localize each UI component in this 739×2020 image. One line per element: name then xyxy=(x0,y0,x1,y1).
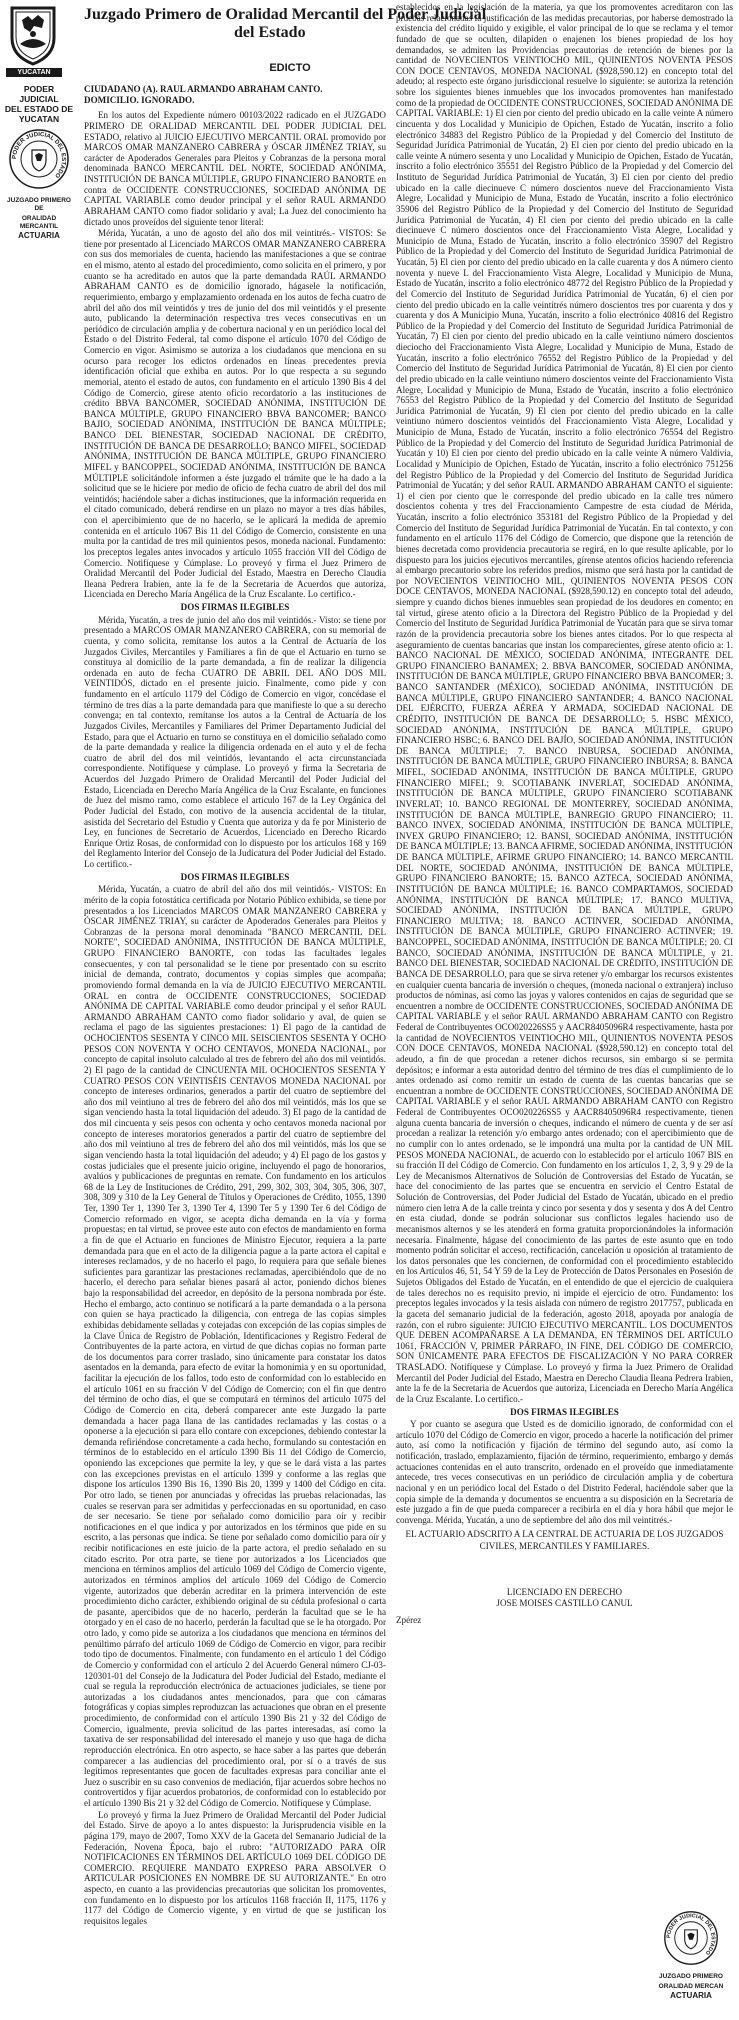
order-2022-06-03: Mérida, Yucatán, a tres de junio del año dos mil veintidós.- Visto: se tiene por presentado a MARCOS OMAR MANZANERO CABRERA, con su memorial de cuenta, y como solicita, remítanse los autos a la Central de Actuaría de los Juzgados Civiles, Mercantiles y Familiares a fin de que el Actuario en turno se constituya al domicilio de la parte demandada, a fin de realizar la diligencia ordenada en auto de fecha CUATRO DE ABRIL DEL AÑO DOS MIL VEINTIDÓS, dictado en el presente juicio. Finalmente, como pide y con fundamento en el artículo 1179 del Código de Comercio en vigor, concédase el término de tres días a la parte demandada para que manifieste lo que a su derecho convenga; en tal contexto, remítanse los autos a la Central de Actuaría de los Juzgados Civiles, Mercantiles y Familiares del Primer Departamento Judicial del Estado, para que el Actuario en turno se constituya en el domicilio señalado como de la parte demandada y realice la diligencia ordenada en el auto y el de fecha cuatro de abril del dos mil veintidós, levantando el acta circunstanciada correspondiente. Notifíquese y cúmplase. Lo proveyó y firma la Secretaria de Acuerdos del Juzgado Primero de Oralidad Mercantil del Poder Judicial del Estado, Licenciada en Derecho María Angélica de la Cruz Escalante, en funciones de Juez del mismo ramo, como establece el artículo 167 de la Ley Orgánica del Poder Judicial del Estado, con motivo de la ausencia accidental de la titular, asistida del Secretario del Estudio y Cuenta que autoriza y da fe por Ministerio de Ley, en funciones de Secretario de Acuerdos, Licenciado en Derecho Ricardo Enrique Ortiz Rosas, de conformidad con lo dispuesto por los artículos 168 y 169 del Reglamento Interior del Consejo de la Judicatura del Poder Judicial del Estado. Lo certifico.- xyxy=(84,614,386,869)
court-title-line2: del Estado xyxy=(234,24,306,41)
seal-caption-line1: JUZGADO PRIMERO xyxy=(659,1973,723,1980)
document-type: EDICTO xyxy=(269,62,311,74)
right-text-column xyxy=(396,2,733,2020)
margin-stamp xyxy=(4,84,74,240)
initials: Zpérez xyxy=(396,1614,422,1625)
shield-caption: YUCATAN xyxy=(6,68,62,77)
margin-label-line3: YUCATAN xyxy=(18,114,60,124)
closing-line-1: EL ACTUARIO ADSCRITO A LA CENTRAL DE ACTUARIA DE LOS JUZGADOS xyxy=(405,1529,724,1540)
signature-note-2: DOS FIRMAS ILEGIBLES xyxy=(180,871,290,882)
addressee-domicile: DOMICILIO. IGNORADO. xyxy=(84,94,195,105)
closing-line-2: CIVILES, MERCANTILES Y FAMILIARES. xyxy=(479,1541,650,1551)
intro-paragraph: En los autos del Expediente número 00103/2022 radicado en el JUZGADO PRIMERO DE ORALIDAD MERCANTIL DEL PODER JUDICIAL DEL ESTADO, relativo al JUICIO EJECUTIVO MERCANTIL ORAL promovido por MARCOS OMAR MANZANERO CABRERA y ÓSCAR JIMÉNEZ TRIAY, su carácter de Apoderados Generales para Pleitos y Cobranzas de la persona moral denominada BANCO MERCANTIL DEL NORTE, SOCIEDAD ANÓNIMA, INSTITUCIÓN DE BANCA MÚLTIPLE, GRUPO FINANCIERO BANORTE en contra de OCCIDENTE CONSTRUCCIONES, SOCIEDAD ANÓNIMA DE CAPITAL VARIABLE como deudor principal y el señor RAUL ARMANDO ABRAHAM CANTO como fiador solidario y aval; La Juez del conocimiento ha dictado unos proveídos del siguiente tenor literal: xyxy=(84,110,386,227)
seal-caption-line3: ACTUARIA xyxy=(670,1991,712,2000)
left-text-column xyxy=(84,84,386,2020)
court-seal-icon xyxy=(8,128,70,190)
signature-note-3: DOS FIRMAS ILEGIBLES xyxy=(510,1406,619,1417)
signature-space xyxy=(396,1553,733,1587)
signer-title: LICENCIADO EN DERECHO xyxy=(506,1586,623,1597)
order-2022-04-04-continued: Lo proveyó y firma la Juez Primero de Oralidad Mercantil del Poder Judicial del Estado. Sirve de apoyo a lo antes dispuesto: la Jurisprudencia visible en la página 179, mayo de 2007, Tomo XXV de la Gaceta del Semanario Judicial de la Federación, Novena Época, bajo el rubro: "AUTORIZADO PARA OÍR NOTIFICACIONES EN TÉRMINOS DEL ARTÍCULO 1069 DEL CÓDIGO DE COMERCIO. REQUIERE MANDATO EXPRESO PARA ABSOLVER O ARTICULAR POSICIONES EN NOMBRE DE SU AUTORIZANTE." En otro aspecto, en cuanto a las providencias precautorias que solicitan los promoventes, con fundamento en lo dispuesto por los artículos 1168 fracción II, 1175, 1176 y 1177 del Código de Comercio vigente, y en virtud de que se justifican los requisitos legales xyxy=(84,1809,386,1926)
seal-caption-line2: ORALIDAD MERCAN xyxy=(658,1983,724,1990)
seal-ring-text: PODER JUDICIAL DEL ESTADO xyxy=(666,1913,716,1956)
signature-note-1: DOS FIRMAS ILEGIBLES xyxy=(180,602,290,612)
seal-caption-line3: ACTUARIA xyxy=(18,231,60,240)
order-2022-04-04: Mérida, Yucatán, a cuatro de abril del año dos mil veintidós.- VISTOS: En mérito de la copia fotostática certificada por Notario Público exhibida, se tiene por presentados a los Licenciados MARCOS OMAR MANZANERO CABRERA y ÓSCAR JIMÉNEZ TRIAY, su carácter de Apoderados Generales para Pleitos y Cobranzas de la persona moral denominada "BANCO MERCANTIL DEL NORTE", SOCIEDAD ANÓNIMA, INSTITUCIÓN DE BANCA MÚLTIPLE, GRUPO FINANCIERO BANORTE, con todas las facultades legales consecuentes, y con tal personalidad se le tiene por presentado con su escrito inicial de demanda, contrato, documentos y copias simples que acompaña; promoviendo formal demanda en la vía de JUICIO EJECUTIVO MERCANTIL ORAL en contra de OCCIDENTE CONSTRUCCIONES, SOCIEDAD ANÓNIMA DE CAPITAL VARIABLE como deudor principal y el señor RAUL ARMANDO ABRAHAM CANTO como fiador solidario y aval, de quien se reclama el pago de las siguientes prestaciones: 1) El pago de la cantidad de OCHOCIENTOS SESENTA Y CINCO MIL SEISCIENTOS SESENTA Y OCHO PESOS CON NOVENTA Y OCHO CENTAVOS, MONEDA NACIONAL, por concepto de capital insoluto calculado al tres de febrero del año dos mil veintidós. 2) El pago de la cantidad de CINCUENTA MIL OCHOCIENTOS SESENTA Y CUATRO PESOS CON VEINTISÉIS CENTAVOS MONEDA NACIONAL por concepto de intereses ordinarios, generados a partir del cuatro de septiembre del año dos mil veintiuno al tres de febrero del año dos mil veintidós, más los que se sigan venciendo hasta la total liquidación del adeudo. 3) El pago de la cantidad de dos mil cincuenta y seis pesos con ochenta y ocho centavos moneda nacional por concepto de intereses moratorios generados a partir del cuatro de septiembre del año dos mil veintiuno al tres de febrero del año dos mil veintidós, más los que se sigan venciendo hasta la total liquidación del adeudo; y 4) El pago de los gastos y costas judiciales que el presente juicio origine, incluyendo el pago de honorarios, avalúos y publicaciones de preguntas en remate. Con fundamento en los artículos 68 de la Ley de Instituciones de Crédito, 291, 299, 302, 303, 304, 305, 306, 307, 308, 309 y 310 de la Ley General de Títulos y Operaciones de Crédito, 1055, 1390 Ter, 1390 Ter 1, 1390 Ter 3, 1390 Ter 4, 1390 Ter 5 y 1390 Ter 6 del Código de Comercio reformado en vigor, se acepta dicha demanda en la vía y forma propuestas; en tal virtud, se provee este auto con efectos de mandamiento en forma a fin de que el Actuario en funciones de Ministro Ejecutor, requiera a la parte demandada para que en el acto de la diligencia pague a la parte actora el capital e intereses reclamados, y de no hacerlo el pago, lo requiera para que señale bienes suficientes para garantizar las prestaciones reclamadas, apercibiéndolo que de no hacerlo, el derecho para señalar bienes pasará al actor, poniendo dichos bienes bajo la responsabilidad del acreedor, en depósito de la persona nombrada por éste. Hecho el embargo, acto continuo se notificará a la parte demandada o a la persona con quien se haya practicado la diligencia, con entrega de las copias simples exhibidas debidamente selladas y cotejadas con excepción de las copias simples de la Clave Única de Registro de Población, Identificaciones y Registro Federal de Contribuyentes de la parte actora, en virtud de que dichas copias no forman parte de los documentos para correr traslado, sino únicamente para constatar los datos asentados en la demanda, para efecto de evitar la homonimia y en su oportunidad, facilitar la ejecución de los fallos, todo esto de conformidad con lo establecido en el artículo 1061 en su fracción V del Código de Comercio; con el fin que dentro del término de ocho días, el que se computará en términos del artículo 1075 del Código de Comercio en cita, deberá comparecer ante este Juzgado la parte demandada a hacer paga llana de las cantidades reclamadas y las costas o a oponerse a la ejecución si para ello contare con excepciones, debiendo contestar la demanda refiriéndose concretamente a cada hecho, formulando su contestación en términos de lo establecido en el artículo 1390 Bis 11 del Código de Comercio, oponiendo las excepciones que permite la ley, y que se le dará vista a las partes con las excepciones previstas en el artículo 1399 y conforme a las reglas que dispone los artículos 1390 Bis 16, 1390 Bis 20, 1399 y 1400 del Código en cita. Por otro lado, se tienen por anunciadas y ofrecidas las pruebas relacionadas, las cuales se reservan para ser admitidas y perfeccionadas en su oportunidad, en caso de ser necesario. Se tiene por señalado como domicilio para oír y recibir notificaciones en el que indica y por autorizados en los términos que pide en su escrito, a las personas que indica. Se tiene por señalado como domicilio para oír y recibir notificaciones en este juicio de la parte actora, el predio señalado en su citado escrito. Por otra parte, se tiene por autorizados a los Licenciados que menciona en términos amplios del artículo 1069 del Código de Comercio vigente, autorizados en términos amplios del artículo 1069 del Código de Comercio vigente, autorizados que deberán acreditar en la primera intervención de este procedimiento dicho carácter, exhibiendo original de su cédula profesional o carta de pasante, apercibidos que de no hacerlo, perderán la facultad que se le ha otorgado y en el caso de no hacerlo, perderán la facultad que se le ha otorgado. Por otro lado, y como pide se autoriza a los ciudadanos que menciona en términos del penúltimo párrafo del artículo 1069 de Código de Comercio en vigor, para recibir todo tipo de documentos. Finalmente, con fundamento en el artículo 1 del Código de Comercio y conformidad con el artículo 2 del Acuerdo General número CJ-03-120301-01 del Consejo de la Judicatura del Poder Judicial del Estado, mediante el cual se regula la reproducción electrónica de actuaciones judiciales, se tiene por autorizadas a los ciudadanos antes mencionados, para que con cámaras fotográficas y copias simples reproduzcan las actuaciones que obran en el presente procedimiento, de conformidad con el artículo 1390 Bis 21 y 32 del Código de Comercio, igualmente, previa solicitud de las partes interesadas, así como la taxativa de ser responsabilidad del interesado el manejo y uso que haga de dicha reproducción electrónica. En otro aspecto, se hace saber a las partes que deberán comparecer a las audiencias del procedimiento oral, por sí o a través de sus legítimos representantes que gocen de facultades expresas para conciliar ante el Juez o suscribir en su caso convenios de mediación, fijar acuerdos sobre hechos no controvertidos y fijar acuerdos probatorios, de conformidad con lo establecido por el artículo 1390 Bis 21 y 32 del Código de Comercio. Notifíquese y Cúmplase. xyxy=(84,884,386,1808)
notification-paragraph: Y por cuanto se asegura que Usted es de domicilio ignorado, de conformidad con el artículo 1070 del Código de Comercio en vigor, procedo a hacerle la notificación del primer auto, así como la notificación y fijación de término del segundo auto, así como la notificación, traslado, emplazamiento, fijación de término, requerimiento, embargo y demás actuaciones contenidas en el auto transcrito, ordenado en el proveído que inmediatamente antecede, tres veces consecutivas en un periódico de circulación amplia y de cobertura nacional y en un periódico local del Estado o del Distrito Federal, haciéndole saber que la copia simple de la demanda y documentos se encuentra a su disposición en la Secretaría de este juzgado a fin de que pueda comparecer a recibirla en el día y hora hábil que mejor le convenga. Mérida, Yucatán, a uno de septiembre del año dos mil veintitrés.- xyxy=(396,1419,733,1525)
seal-caption-line2: ORALIDAD MERCANTIL xyxy=(19,215,59,230)
precautionary-measures-paragraph: establecidos en la legislación de la materia, ya que los promoventes acreditaron con las pruebas relacionadas la justificación de las medidas precautorias, por haberse demostrado la existencia del crédito líquido y exigible, el valor principal de lo que se reclama y el temor fundado de que se oculten, dilapiden o enajenen los bienes propiedad de los hoy demandados, se admiten las Providencias precautorias de retención de bienes por la cantidad de NOVECIENTOS VEINTIOCHO MIL, QUINIENTOS NOVENTA PESOS CON DOCE CENTAVOS, MONEDA NACIONAL ($928,590.12) en concepto total del adeudo; al respecto este órgano jurisdiccional resuelve lo siguiente: se autoriza la retención sobre los siguientes bienes inmuebles que los invocados promoventes han manifestado como de la propiedad de OCCIDENTE CONSTRUCCIONES, SOCIEDAD ANÓNIMA DE CAPITAL VARIABLE: 1) El cien por ciento del predio ubicado en la calle veinte A número cincuenta y dos Localidad y Municipio de Opichen, Estado de Yucatán, inscrito a folio electrónico 34883 del Registro Público de la Propiedad y del Comercio del Instituto de Seguridad Jurídica Patrimonial de Yucatán, 2) El cien por ciento del predio ubicado en la calle veinte A número sesenta y uno Localidad y Municipio de Opichen, Estado de Yucatán, inscrito a folio electrónico 35551 del Registro Público de la Propiedad y del Comercio del Instituto de Seguridad Jurídica Patrimonial de Yucatán, 3) El cien por ciento del predio ubicado en la calle diecinueve C número doscientos nueve del Fraccionamiento Vista Alegre, Localidad y Municipio de Muna, Estado de Yucatán, inscrito a folio electrónico 35906 del Registro Público de la Propiedad y del Comercio del Instituto de Seguridad Jurídica Patrimonial de Yucatán, 4) El cien por ciento del predio ubicado en la calle diecinueve C número doscientos once del Fraccionamiento Vista Alegre, Localidad y Municipio de Muna, Estado de Yucatán, inscrito a folio electrónico 35907 del Registro Público de la Propiedad y del Comercio del Instituto de Seguridad Jurídica Patrimonial de Yucatán, 5) El cien por ciento del predio ubicado en la calle cuarenta y dos A número ciento noventa y nueve L del Fraccionamiento Vista Alegre, Localidad y Municipio de Muna, Estado de Yucatán, inscrito a folio electrónico 48772 del Registro Público de la Propiedad y del Comercio del Instituto de Seguridad Jurídica Patrimonial de Yucatán, 6) el cien por ciento del predio ubicado en la calle veintitrés número doscientos tres por cuarenta y dos y cuarenta y dos A Municipio Muna, Yucatán, inscrito a folio electrónico 40816 del Registro Público de la Propiedad y del Comercio del Instituto de Seguridad Jurídica Patrimonial de Yucatán, 7) El cien por ciento del predio ubicado en la calle veintiuno número doscientos dieciocho del Fraccionamiento Vista Alegre, Localidad y Municipio de Muna, Estado de Yucatán, inscrito a folio electrónico 76552 del Registro Público de la Propiedad y del Comercio del Instituto de Seguridad Jurídica Patrimonial de Yucatán, 8) El cien por ciento del predio ubicado en la calle veintiuno número doscientos veinte del Fraccionamiento Vista Alegre, Localidad y Municipio de Muna, Estado de Yucatán, inscrito a folio electrónico 76553 del Registro Público de la Propiedad y del Comercio del Instituto de Seguridad Jurídica Patrimonial de Yucatán, 9) El cien por ciento del predio ubicado en la calle veintiuno número doscientos veintidós del Fraccionamiento Vista Alegre, Localidad y Municipio de Muna, Estado de Yucatán, inscrito a folio electrónico 76554 del Registro Público de la Propiedad y del Comercio del Instituto de Seguridad Jurídica Patrimonial de Yucatán y 10) El cien por ciento del predio ubicado en la calle veinte A número Valdivia, Localidad y Municipio de Opichen, Estado de Yucatán, inscrito a folio electrónico 751256 del Registro Público de la Propiedad y del Comercio del Instituto de Seguridad Jurídica Patrimonial de Yucatán; y del señor RAUL ARMANDO ABRAHAM CANTO el siguiente: 1) el cien por ciento que le corresponde del predio ubicado en la calle tres número doscientos cohenta y tres del Fraccionamiento Campestre de esta ciudad de Mérida, Yucatán, inscrito a folio electrónico 353181 del Registro Público de la Propiedad y del Comercio del Instituto de Seguridad Jurídica Patrimonial de Yucatán. En tal contexto, y con fundamento en el artículo 1176 del Código de Comercio, que dispone que la retención de bienes decretada como providencia precautoria se regirá, en lo que resulte aplicable, por lo dispuesto para los juicios ejecutivos mercantiles, gírense atentos oficios haciendo referencia al embargo precautorio sobre los referidos predios, mismo que será hasta por la cantidad de por NOVECIENTOS VEINTIOCHO MIL, QUINIENTOS NOVENTA PESOS CON DOCE CENTAVOS, MONEDA NACIONAL ($928,590.12) en concepto total del adeudo, siempre y cuando dichos bienes inmuebles sean propiedad de los deudores en comento; en tal virtud, gírese atento oficio a la Directora del Registro Público de la Propiedad y del Comercio del Instituto de Seguridad Jurídica Patrimonial de Yucatán para que se sirva tomar razón de la providencia precautoria sobre los bienes antes citados. Por lo que respecta al aseguramiento de cuentas bancarias que instan los comparecientes, gírese atento oficio a: 1. BANCO NACIONAL DE MÉXICO, SOCIEDAD ANÓNIMA, INTEGRANTE DEL GRUPO FINANCIERO BANAMEX; 2. BBVA BANCOMER, SOCIEDAD ANÓNIMA, INSTITUCIÓN DE BANCA MÚLTIPLE, GRUPO FINANCIERO BBVA BANCOMER; 3. BANCO SANTANDER (MÉXICO), SOCIEDAD ANÓNIMA, INSTITUCIÓN DE BANCA MÚLTIPLE, GRUPO FINANCIERO SANTANDER; 4. BANCO NACIONAL DEL EJÉRCITO, FUERZA AÉREA Y ARMADA, SOCIEDAD NACIONAL DE CRÉDITO, INSTITUCIÓN DE BANCA DE DESARROLLO; 5. HSBC MÉXICO, SOCIEDAD ANÓNIMA, INSTITUCIÓN DE BANCA MÚLTIPLE, GRUPO FINANCIERO HSBC; 6. BANCO DEL BAJÍO, SOCIEDAD ANÓNIMA, INSTITUCIÓN DE BANCA MÚLTIPLE; 7. BANCO INBURSA, SOCIEDAD ANÓNIMA, INSTITUCIÓN DE BANCA MÚLTIPLE, GRUPO FINANCIERO INBURSA; 8. BANCA MIFEL, SOCIEDAD ANÓNIMA, INSTITUCIÓN DE BANCA MÚLTIPLE, GRUPO FINANCIERO MIFEL; 9. SCOTIABANK INVERLAT, SOCIEDAD ANÓNIMA, INSTITUCIÓN DE BANCA MÚLTIPLE, GRUPO FINANCIERO SCOTIABANK INVERLAT; 10. BANCO REGIONAL DE MONTERREY, SOCIEDAD ANÓNIMA, INSTITUCIÓN DE BANCA MÚLTIPLE, BANREGIO GRUPO FINANCIERO; 11. BANCO INVEX, SOCIEDAD ANÓNIMA, INSTITUCIÓN DE BANCA MÚLTIPLE, INVEX GRUPO FINANCIERO; 12. BANSI, SOCIEDAD ANÓNIMA, INSTITUCIÓN DE BANCA MÚLTIPLE; 13. BANCA AFIRME, SOCIEDAD ANÓNIMA, INSTITUCIÓN DE BANCA MÚLTIPLE, AFIRME GRUPO FINANCIERO; 14. BANCO MERCANTIL DEL NORTE, SOCIEDAD ANÓNIMA, INSTITUCIÓN DE BANCA MÚLTIPLE, GRUPO FINANCIERO BANORTE; 15. BANCO AZTECA, SOCIEDAD ANÓNIMA, INSTITUCIÓN DE BANCA MÚLTIPLE; 16. BANCO COMPARTAMOS, SOCIEDAD ANÓNIMA, INSTITUCIÓN DE BANCA MÚLTIPLE; 17. BANCO MULTIVA, SOCIEDAD ANÓNIMA, INSTITUCIÓN DE BANCA MÚLTIPLE, GRUPO FINANCIERO MULTIVA; 18. BANCO ACTINVER, SOCIEDAD ANÓNIMA, INSTITUCIÓN DE BANCA MÚLTIPLE, GRUPO FINANCIERO ACTINVER; 19. BANCOPPEL, SOCIEDAD ANÓNIMA, INSTITUCIÓN DE BANCA MÚLTIPLE; 20. CI BANCO, SOCIEDAD ANÓNIMA, INSTITUCIÓN DE BANCA MÚLTIPLE, y 21. BANCO DEL BIENESTAR, SOCIEDAD NACIONAL DE CRÉDITO, INSTITUCIÓN DE BANCA DE DESARROLLO, para que se sirva retener y/o embargar los recursos existentes en cualquier cuenta bancaria de inversión o cheques, (moneda nacional o extranjera) incluso productos de nóminas, así como las joyas y valores contenidos en cajas de seguridad que se encuentren a nombre de OCCIDENTE CONSTRUCCIONES, SOCIEDAD ANÓNIMA DE CAPITAL VARIABLE y el señor RAUL ARMANDO ABRAHAM CANTO con Registro Federal de Contribuyentes OCO020226SS5 y AACR8405096R4 respectivamente, hasta por la cantidad de NOVECIENTOS VEINTIOCHO MIL, QUINIENTOS NOVENTA PESOS CON DOCE CENTAVOS, MONEDA NACIONAL ($928,590.12) en concepto total del adeudo, a fin de que procedan a retener dichos recursos, sin embargo si se permita depósitos; e informar a esta autoridad dentro del término de tres días el cumplimiento de lo antes ordenado así como remitir un estado de cuenta de las cuentas bancarias que se encuentran a nombre de OCCIDENTE CONSTRUCCIONES, SOCIEDAD ANÓNIMA DE CAPITAL VARIABLE y el señor RAUL ARMANDO ABRAHAM CANTO con Registro Federal de Contribuyentes OCO020226SS5 y AACR8405096R4 respectivamente, tienen alguna cuenta bancaria de inversión o cheques, indicando el número de cuenta y de ser así procedan a realizar la retención y/o embargo antes ordenado; con el apercibimiento que de no cumplir con lo antes ordenado, se le impondrá una multa por la cantidad de UN MIL PESOS MONEDA NACIONAL, de acuerdo con lo establecido por el artículo 1067 BIS en su fracción II del Código de Comercio. Con fundamento en los artículos 1, 2, 3, 9 y 29 de la Ley de Mecanismos Alternativos de Solución de Controversias del Estado de Yucatán, se hace del conocimiento de las partes que se encuentra en servicio el Centro Estatal de Solución de Controversias, del Poder Judicial del Estado de Yucatán, ubicado en el predio número cien letra A de la calle treinta y cinco por sesenta y dos y sesenta y dos A del Centro en esta ciudad, donde se podrán solucionar sus conflictos legales haciendo uso de mecanismos alternos y se les atenderá en forma gratuita proporcionándoles la información necesaria. Finalmente, hágase del conocimiento de las partes de este asunto que en todo momento podrán solicitar el acceso, rectificación, cancelación u oposición al tratamiento de los datos personales que les conciernen, de conformidad con el procedimiento establecido en los Artículos 46, 51, 54 Y 59 de la Ley de Protección de Datos Personales en Posesión de Sujetos Obligados del Estado de Yucatán, en el entendido de que el ejercicio de cualquiera de tales derechos no es requisito previo, ni impide el ejercicio de otro. Fundamento: los preceptos legales invocados y la tesis aislada con número de registro 2017757, publicada en la gaceta del semanario judicial de la federación, agosto 2018, apoyada por analogía de razón, con el rubro siguiente: JUICIO EJECUTIVO MERCANTIL. LOS DOCUMENTOS QUE DEBEN ACOMPAÑARSE A LA DEMANDA, EN TÉRMINOS DEL ARTÍCULO 1061, FRACCIÓN V, PRIMER PÁRRAFO, IN FINE, DEL CÓDIGO DE COMERCIO, SON ÚNICAMENTE PARA EFECTOS DE FISCALIZACIÓN Y NO PARA CORRER TRASLADO. Notifíquese y Cúmplase. Lo proveyó y firma la Juez Primero de Oralidad Mercantil del Poder Judicial del Estado, Maestra en Derecho Claudia Ileana Pedrera Irabien, ante la fe de la Secretaria de Acuerdos que autoriza, Licenciada en Derecho María Angélica de la Cruz Escalante. Lo certifico.- xyxy=(396,2,733,1404)
state-shield-icon xyxy=(8,4,58,66)
bottom-stamp xyxy=(648,1906,734,2000)
margin-label-line1: PODER JUDICIAL xyxy=(19,84,59,104)
court-seal-icon xyxy=(663,1910,719,1966)
addressee-name: CIUDADANO (A). RAUL ARMANDO ABRAHAM CANTO. xyxy=(84,84,323,94)
seal-caption-line1: JUZGADO PRIMERO DE xyxy=(7,197,71,212)
margin-label-line2: DEL ESTADO DE xyxy=(4,104,74,114)
order-2023-08-01: Mérida, Yucatán, a uno de agosto del año dos mil veintitrés.- VISTOS: Se tiene por presentado al Licenciado MARCOS OMAR MANZANERO CABRERA con sus dos memoriales de cuenta, haciendo las manifestaciones a que se contrae en el mismo, atento al estado del procedimiento, como solicita en el primero, y por cuanto se ha acreditado en autos que la parte demandada RAÚL ARMANDO ABRAHAM CANTO es de domicilio ignorado, hágasele la notificación, requerimiento, embargo y emplazamiento ordenada en los autos de fecha cuatro de abril del año dos mil veintidós y tres de junio del dos mil veintidós y el presente auto, publicando la determinación respectiva tres veces consecutivas en un periódico de circulación amplia y de cobertura nacional y en un periódico local del Estado o del Distrito Federal, tal como dispone el artículo 1070 del Código de Comercio en vigor. Asimismo se autoriza a los ciudadanos que menciona en su ocurso para recoger los edictos ordenados en líneas precedentes previa identificación oficial que exhiba en autos. Por lo que respecta a su segundo memorial, atento el estado de autos, con fundamento en el artículo 1390 Bis 4 del Código de Comercio, gírese atento oficio recordatorio a las instituciones de crédito BBVA BANCOMER, SOCIEDAD ANÓNIMA, INSTITUCIÓN DE BANCA MÚLTIPLE, GRUPO FINANCIERO BBVA BANCOMER; BANCO BAJIO, SOCIEDAD ANÓNIMA, INSTITUCIÓN DE BANCA MÚLTIPLE; BANCO DEL BIENESTAR, SOCIEDAD NACIONAL DE CRÉDITO, INSTITUCIÓN DE BANCA DE DESARROLLO; BANCO MIFEL, SOCIEDAD ANÓNIMA, INSTITUCIÓN DE BANCA MÚLTIPLE, GRUPO FINANCIERO MIFEL y BANCOPPEL, SOCIEDAD ANÓNIMA, INSTITUCIÓN DE BANCA MÚLTIPLE solicitándole informen a éste juzgado el trámite que le ha dado a la solicitud que se le hiciere por medio de oficio de fecha cuatro de abril del dos mil veintidós; haciéndole saber a dichas instituciones, que la información requerida en el citado comunicado, deberá rendirse en un plazo no mayor a tres días hábiles, con el apercibimiento que de no hacerlo, se le aplicará la medida de apremio contenida en el artículo 1067 Bis 11 del Código de Comercio, consistente en una multa por la cantidad de tres mil quinientos pesos, moneda nacional. Fundamento: los preceptos legales antes invocados y artículo 1055 fracción VII del Código de Comercio. Notifíquese y Cúmplase. Lo proveyó y firma el Juez Primero de Oralidad Mercantil del Poder Judicial del Estado, Maestra en Derecho Claudia Ileana Pedrera Irabien, ante la fe de la Secretaria de Acuerdos que autoriza, Licenciada en Derecho María Angélica de la Cruz Escalante. Lo certifico.- xyxy=(84,228,386,600)
court-title-line1: Juzgado Primero de Oralidad Mercantil del Poder Judicial xyxy=(84,6,487,23)
signer-name: JOSE MOISES CASTILLO CANUL xyxy=(496,1598,633,1609)
seal-ring-text: PODER JUDICIAL DEL ESTADO xyxy=(11,131,67,179)
